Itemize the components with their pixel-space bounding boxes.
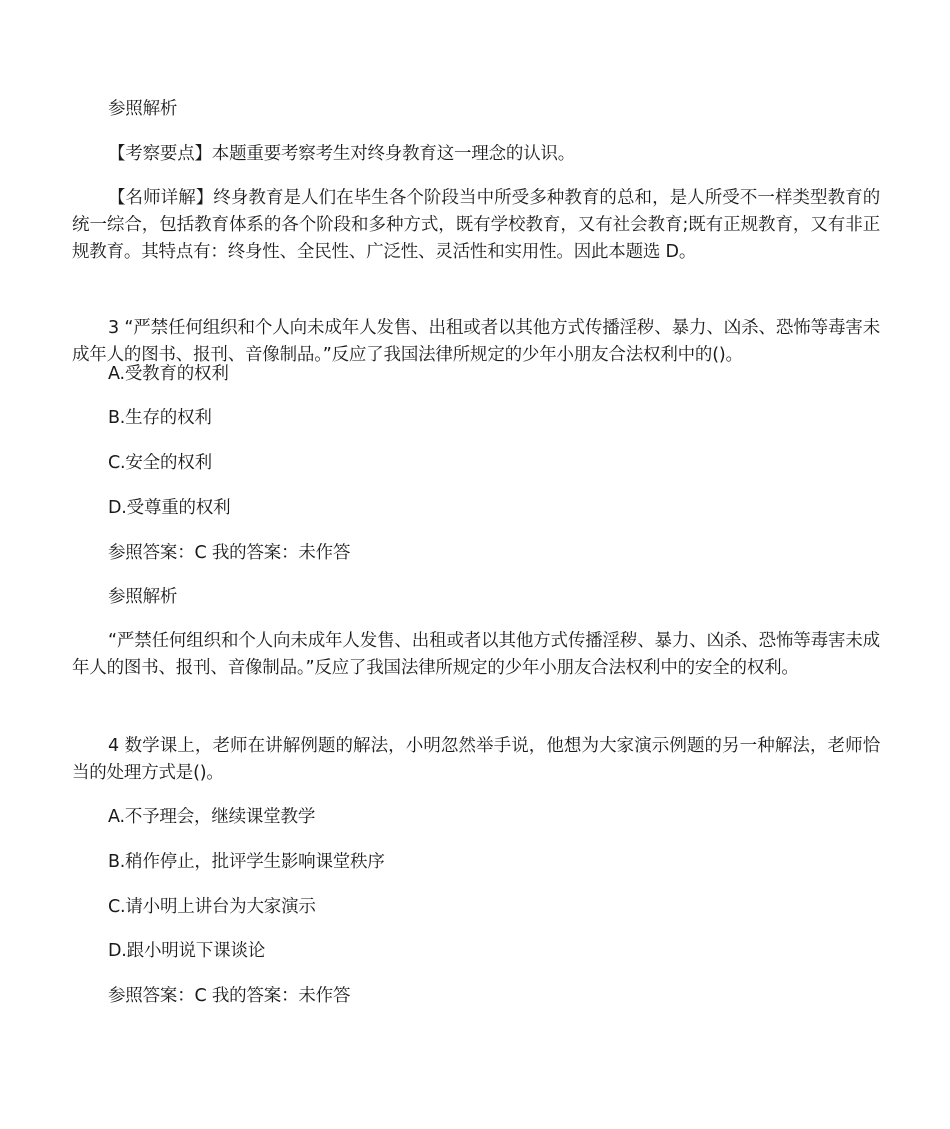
question-3-analysis: “严禁任何组织和个人向未成年人发售、出租或者以其他方式传播淫秽、暴力、凶杀、恐怖等毒害未成年人的图书、报刊、音像制品。”反应了我国法律所规定的少年小朋友合法权利中的安全的权利。: [72, 631, 880, 678]
question-3-answer: 参照答案：C 我的答案：未作答: [108, 543, 351, 563]
question-4-option-c: C.请小明上讲台为大家演示: [108, 897, 316, 917]
question-3-option-a: A.受教育的权利: [108, 364, 229, 384]
teacher-explanation-paragraph: 【名师详解】终身教育是人们在毕生各个阶段当中所受多种教育的总和，是人所受不一样类型教育的统一综合，包括教育体系的各个阶段和多种方式，既有学校教育，又有社会教育;既有正规教育，又有非正规教育。其特点有：终身性、全民性、广泛性、灵活性和实用性。因此本题选 D。: [72, 188, 880, 262]
question-4-stem: 4 数学课上，老师在讲解例题的解法，小明忽然举手说，他想为大家演示例题的另一种解法，老师恰当的处理方式是()。: [72, 736, 880, 783]
question-4-option-a: A.不予理会，继续课堂教学: [108, 807, 316, 827]
question-4-answer: 参照答案：C 我的答案：未作答: [108, 986, 351, 1006]
question-3-option-d: D.受尊重的权利: [108, 498, 231, 518]
question-4-option-b: B.稍作停止，批评学生影响课堂秩序: [108, 852, 385, 872]
question-3-stem: 3 “严禁任何组织和个人向未成年人发售、出租或者以其他方式传播淫秽、暴力、凶杀、恐怖等毒害未成年人的图书、报刊、音像制品。”反应了我国法律所规定的少年小朋友合法权利中的()。: [72, 318, 880, 365]
analysis-heading: 参照解析: [108, 587, 178, 607]
analysis-heading: 参照解析: [108, 99, 178, 119]
question-4-option-d: D.跟小明说下课谈论: [108, 941, 266, 961]
question-3-option-c: C.安全的权利: [108, 453, 212, 473]
question-3-option-b: B.生存的权利: [108, 408, 212, 428]
key-point-paragraph: 【考察要点】本题重要考察考生对终身教育这一理念的认识。: [108, 144, 576, 164]
